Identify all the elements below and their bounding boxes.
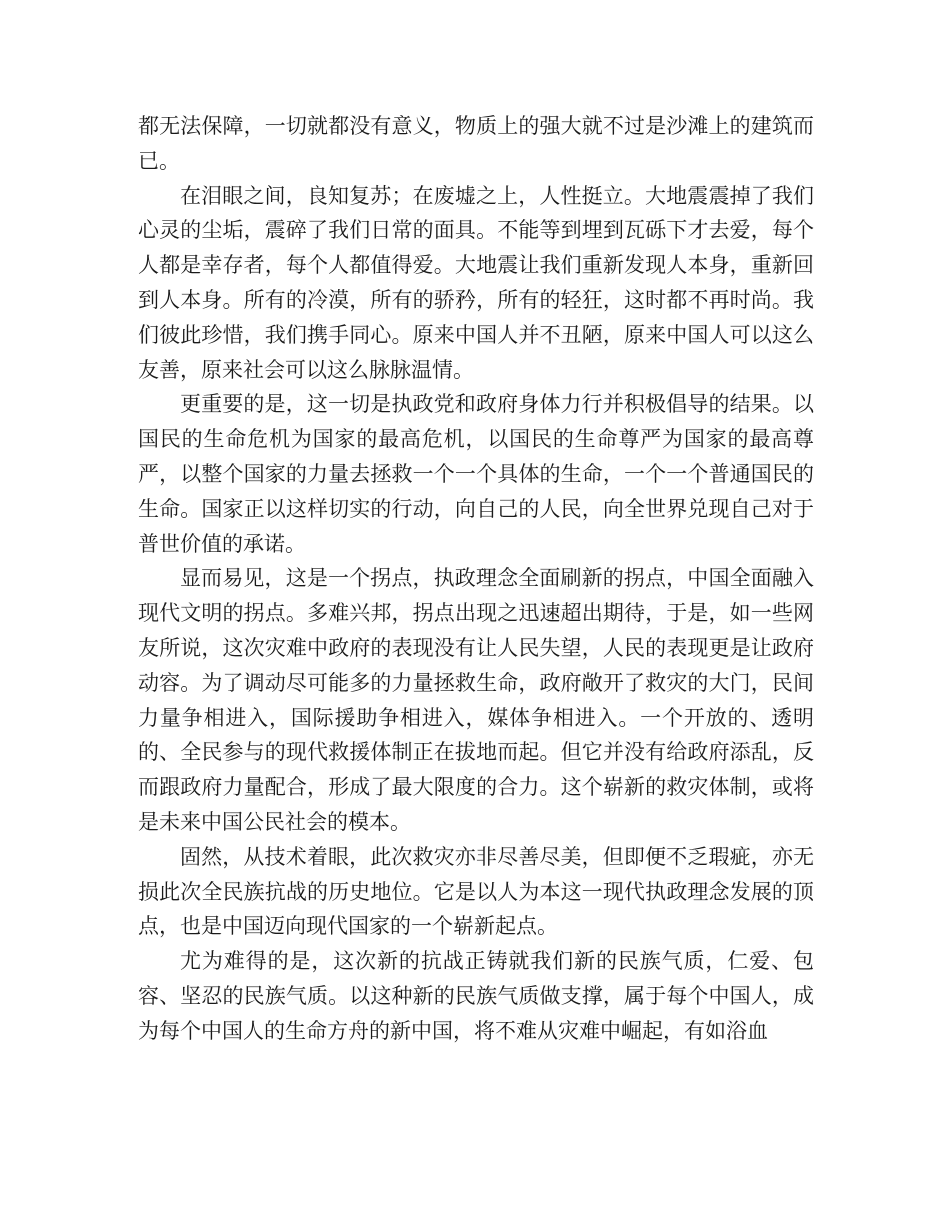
document-page bbox=[138, 109, 814, 1049]
paragraph-5: 固然，从技术着眼，此次救灾亦非尽善尽美，但即便不乏瑕疵，亦无损此次全民族抗战的历史地位。它是以人为本这一现代执政理念发展的顶点，也是中国迈向现代国家的一个崭新起点。 bbox=[138, 844, 814, 939]
paragraph-1: 都无法保障，一切就都没有意义，物质上的强大就不过是沙滩上的建筑而已。 bbox=[138, 114, 814, 173]
paragraph-2: 在泪眼之间，良知复苏；在废墟之上，人性挺立。大地震震掉了我们心灵的尘垢，震碎了我们日常的面具。不能等到埋到瓦砾下才去爱，每个人都是幸存者，每个人都值得爱。大地震让我们重新发现人本身，重新回到人本身。所有的冷漠，所有的骄矜，所有的轻狂，这时都不再时尚。我们彼此珍惜，我们携手同心。原来中国人并不丑陋，原来中国人可以这么友善，原来社会可以这么脉脉温情。 bbox=[138, 183, 814, 382]
paragraph-4: 显而易见，这是一个拐点，执政理念全面刷新的拐点，中国全面融入现代文明的拐点。多难兴邦，拐点出现之迅速超出期待，于是，如一些网友所说，这次灾难中政府的表现没有让人民失望，人民的表现更是让政府动容。为了调动尽可能多的力量拯救生命，政府敞开了救灾的大门，民间力量争相进入，国际援助争相进入，媒体争相进入。一个开放的、透明的、全民参与的现代救援体制正在拔地而起。但它并没有给政府添乱，反而跟政府力量配合，形成了最大限度的合力。这个崭新的救灾体制，或将是未来中国公民社会的模本。 bbox=[138, 566, 814, 834]
paragraph-6: 尤为难得的是，这次新的抗战正铸就我们新的民族气质，仁爱、包容、坚忍的民族气质。以这种新的民族气质做支撑，属于每个中国人，成为每个中国人的生命方舟的新中国，将不难从灾难中崛起，有如浴血 bbox=[138, 949, 814, 1043]
paragraph-3: 更重要的是，这一切是执政党和政府身体力行并积极倡导的结果。以国民的生命危机为国家的最高危机，以国民的生命尊严为国家的最高尊严，以整个国家的力量去拯救一个一个具体的生命，一个一个普通国民的生命。国家正以这样切实的行动，向自己的人民，向全世界兑现自己对于普世价值的承诺。 bbox=[138, 392, 814, 556]
